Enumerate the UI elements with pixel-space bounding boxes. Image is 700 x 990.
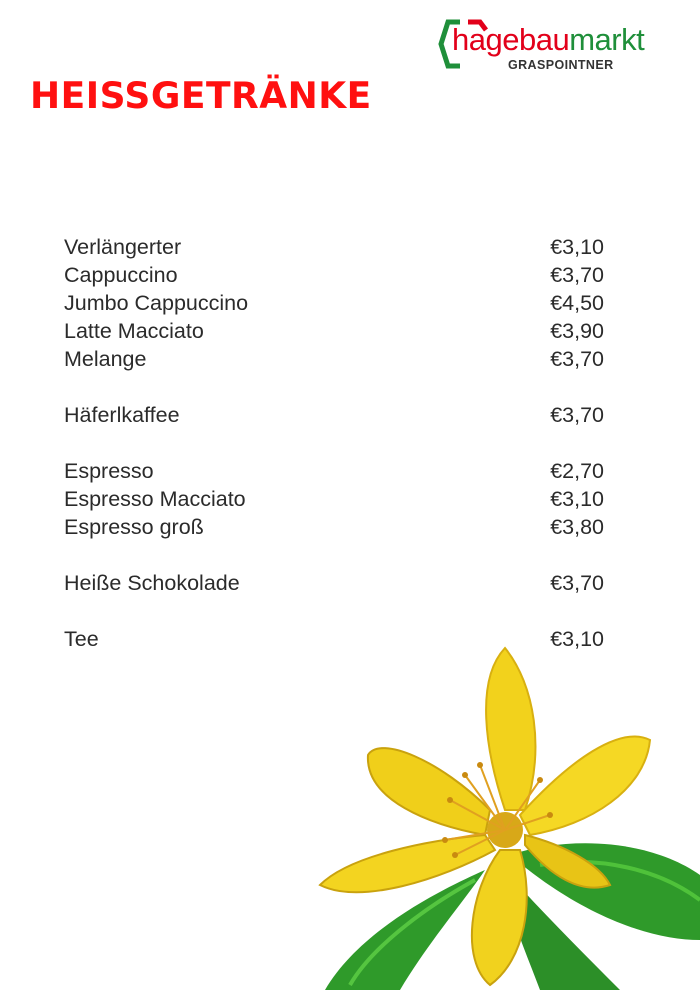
- menu-item: [64, 233, 604, 261]
- drinks-menu: [64, 233, 604, 653]
- menu-item-price: €3,90: [550, 319, 604, 343]
- menu-item-name: Latte Macciato: [64, 319, 204, 343]
- page-title: HEISSGETRÄNKE: [30, 75, 372, 118]
- menu-item-price: €3,10: [550, 627, 604, 651]
- menu-item-price: €3,70: [550, 263, 604, 287]
- logo-brand-part1: hagebau: [452, 22, 570, 57]
- menu-item-price: €3,10: [550, 235, 604, 259]
- menu-item-price: €4,50: [550, 291, 604, 315]
- menu-item-name: Häferlkaffee: [64, 403, 180, 427]
- menu-item: [64, 261, 604, 289]
- menu-item: [64, 485, 604, 513]
- hagebaumarkt-logo: [438, 18, 678, 78]
- menu-item-price: €3,70: [550, 571, 604, 595]
- menu-item-name: Espresso: [64, 459, 154, 483]
- menu-item-price: €2,70: [550, 459, 604, 483]
- menu-item-price: €3,80: [550, 515, 604, 539]
- menu-item-name: Melange: [64, 347, 147, 371]
- logo-subtitle: GRASPOINTNER: [508, 58, 614, 72]
- menu-item-name: Jumbo Cappuccino: [64, 291, 249, 315]
- logo-brand-part2: markt: [569, 22, 645, 57]
- menu-item: [64, 569, 604, 597]
- menu-item-name: Verlängerter: [64, 235, 182, 259]
- menu-item: [64, 513, 604, 541]
- menu-item-price: €3,70: [550, 347, 604, 371]
- menu-item-name: Heiße Schokolade: [64, 571, 240, 595]
- menu-item: [64, 345, 604, 373]
- menu-item-price: €3,10: [550, 487, 604, 511]
- yellow-flower-icon: [300, 640, 700, 990]
- menu-item: [64, 289, 604, 317]
- logo-wordmark: [452, 24, 644, 55]
- menu-item-name: Tee: [64, 627, 99, 651]
- menu-item-name: Cappuccino: [64, 263, 178, 287]
- menu-item: [64, 317, 604, 345]
- menu-item: [64, 401, 604, 429]
- menu-item-name: Espresso Macciato: [64, 487, 246, 511]
- menu-item: [64, 457, 604, 485]
- menu-item-name: Espresso groß: [64, 515, 204, 539]
- menu-item-price: €3,70: [550, 403, 604, 427]
